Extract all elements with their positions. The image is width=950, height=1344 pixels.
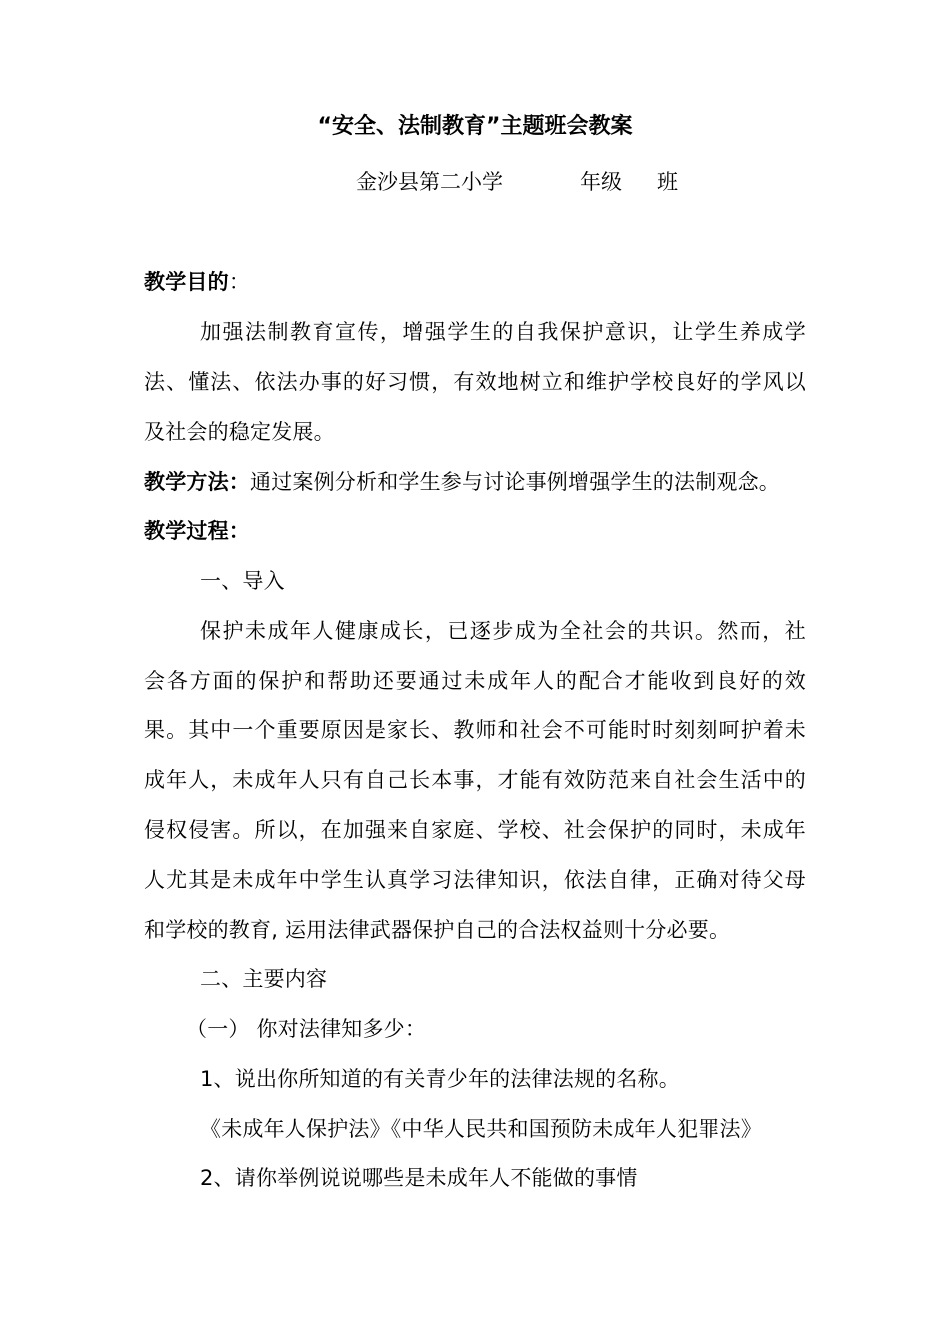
- section1-line-2: 会各方面的保护和帮助还要通过未成年人的配合才能收到良好的效: [144, 669, 806, 693]
- section2-item1: 1、说出你所知道的有关青少年的法律法规的名称。: [200, 1067, 680, 1091]
- objective-line-2: 法、懂法、依法办事的好习惯，有效地树立和维护学校良好的学风以: [144, 370, 806, 394]
- section1-heading: 一、导入: [200, 569, 285, 593]
- method-heading: 教学方法：: [144, 470, 250, 494]
- section2-heading: 二、主要内容: [200, 967, 328, 991]
- section1-line-3: 果。其中一个重要原因是家长、教师和社会不可能时时刻刻呵护着未: [144, 718, 806, 742]
- class-label: 班: [657, 170, 678, 194]
- objective-line-3: 及社会的稳定发展。: [144, 420, 335, 444]
- process-heading: 教学过程：: [144, 519, 250, 543]
- objective-line-1: 加强法制教育宣传，增强学生的自我保护意识，让学生养成学: [200, 320, 806, 344]
- section1-line-4: 成年人，未成年人只有自己长本事，才能有效防范来自社会生活中的: [144, 768, 806, 792]
- section1-line-1: 保护未成年人健康成长，已逐步成为全社会的共识。然而，社: [200, 619, 806, 643]
- section1-line-6: 人尤其是未成年中学生认真学习法律知识，依法自律，正确对待父母: [144, 868, 806, 892]
- school-name: 金沙县第二小学: [356, 170, 503, 194]
- objective-heading: 教学目的: [144, 270, 229, 294]
- objective-heading-row: [144, 268, 250, 296]
- method-row: [144, 468, 780, 496]
- section2-sub1: （一） 你对法律知多少：: [186, 1017, 427, 1041]
- section2-item2: 2、请你举例说说哪些是未成年人不能做的事情: [200, 1166, 638, 1190]
- document-title: “安全、法制教育”主题班会教案: [317, 114, 633, 139]
- section1-line-7: 和学校的教育, 运用法律武器保护自己的合法权益则十分必要。: [144, 918, 731, 942]
- method-text: 通过案例分析和学生参与讨论事例增强学生的法制观念。: [250, 470, 780, 494]
- section1-line-5: 侵权侵害。所以，在加强来自家庭、学校、社会保护的同时，未成年: [144, 818, 806, 842]
- section2-laws: 《未成年人保护法》《中华人民共和国预防未成年人犯罪法》: [200, 1117, 762, 1141]
- grade-label: 年级: [580, 170, 622, 194]
- objective-colon: ：: [228, 270, 251, 294]
